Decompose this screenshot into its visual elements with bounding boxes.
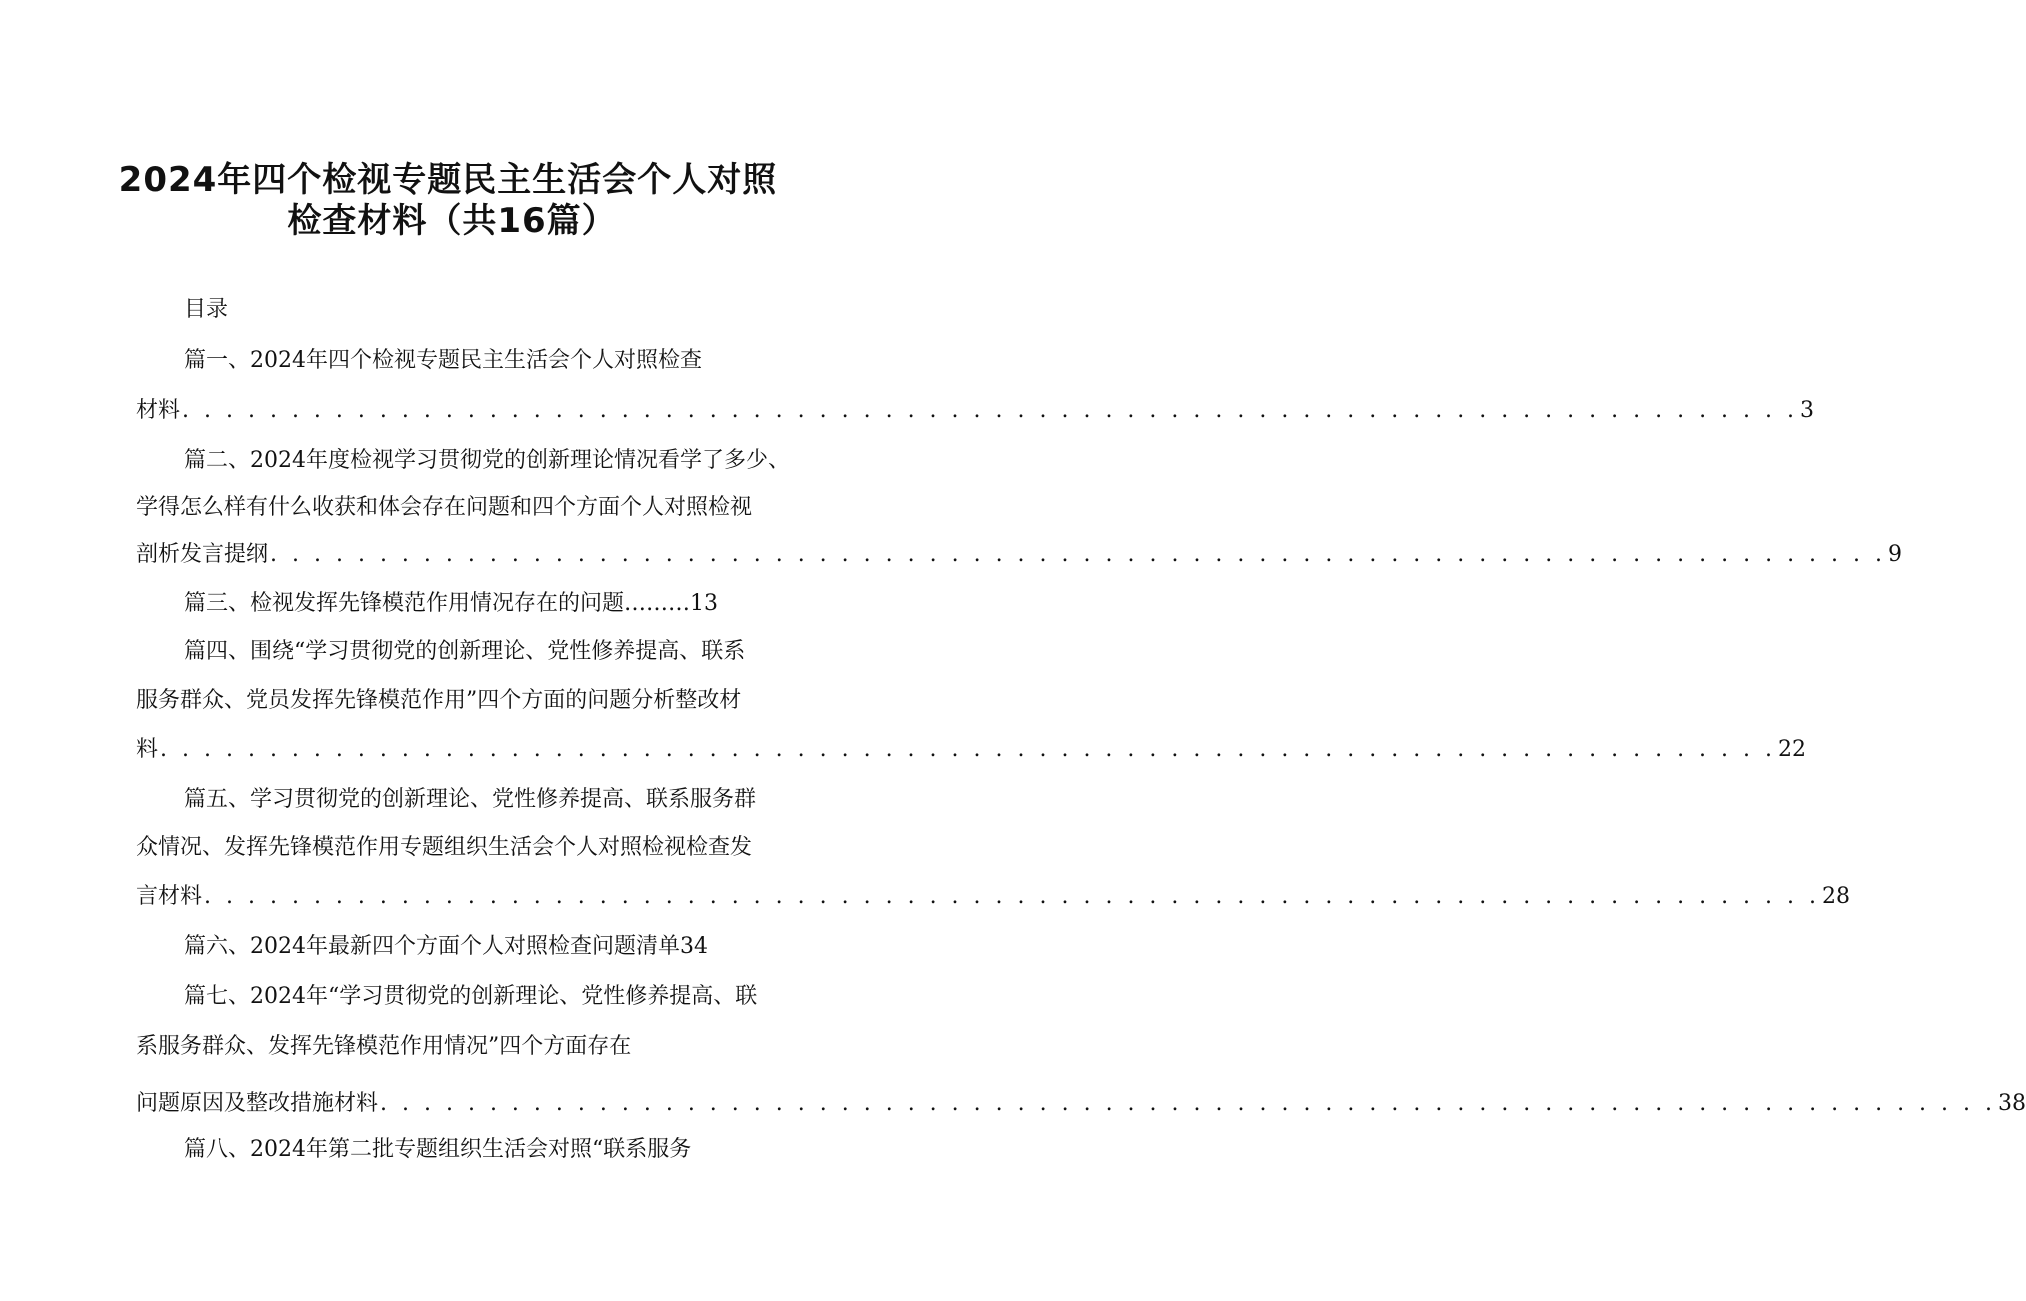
toc-heading: 目录 bbox=[184, 297, 229, 322]
toc-item-4-line-1: 篇四、围绕“学习贯彻党的创新理论、党性修养提高、联系 bbox=[184, 639, 746, 664]
toc-item-1-tail: 材料 bbox=[136, 398, 181, 423]
document-title-line-2: 检查材料（共16篇） bbox=[287, 201, 617, 241]
dot-leader: . . . . . . . . . . . . . . . . . . . . . . . . . . . . . . . . . . . . . . . . . . . . . . . . . . . . . . . . . . . . . . . . . . . . . . . . . . bbox=[380, 1091, 1997, 1116]
toc-item-2-leader bbox=[136, 541, 1903, 569]
toc-item-5-leader bbox=[136, 883, 1851, 911]
toc-item-5-line-2: 众情况、发挥先锋模范作用专题组织生活会个人对照检视检查发 bbox=[136, 835, 753, 860]
toc-item-3: 篇三、检视发挥先锋模范作用情况存在的问题………13 bbox=[184, 591, 718, 616]
toc-item-4-leader bbox=[136, 736, 1807, 764]
toc-item-2-page: 9 bbox=[1888, 542, 1903, 567]
toc-item-7-line-2: 系服务群众、发挥先锋模范作用情况”四个方面存在 bbox=[136, 1034, 632, 1059]
toc-item-5-line-1: 篇五、学习贯彻党的创新理论、党性修养提高、联系服务群 bbox=[184, 787, 757, 812]
toc-item-7-tail: 问题原因及整改措施材料 bbox=[136, 1091, 379, 1116]
dot-leader: . . . . . . . . . . . . . . . . . . . . . . . . . . . . . . . . . . . . . . . . . . . . . . . . . . . . . . . . . . . . . . . . . . . . . . . . . . bbox=[182, 398, 1799, 423]
dot-leader: . . . . . . . . . . . . . . . . . . . . . . . . . . . . . . . . . . . . . . . . . . . . . . . . . . . . . . . . . . . . . . . . . . . . . . . . . . bbox=[160, 737, 1777, 762]
toc-item-5-page: 28 bbox=[1822, 884, 1851, 909]
toc-item-7-line-1: 篇七、2024年“学习贯彻党的创新理论、党性修养提高、联 bbox=[184, 984, 758, 1009]
dot-leader: . . . . . . . . . . . . . . . . . . . . . . . . . . . . . . . . . . . . . . . . . . . . . . . . . . . . . . . . . . . . . . . . . . . . . . . . . . bbox=[204, 884, 1821, 909]
toc-item-2-line-2: 学得怎么样有什么收获和体会存在问题和四个方面个人对照检视 bbox=[136, 495, 753, 520]
toc-item-8-line-1: 篇八、2024年第二批专题组织生活会对照“联系服务 bbox=[184, 1137, 692, 1162]
toc-item-4-line-2: 服务群众、党员发挥先锋模范作用”四个方面的问题分析整改材 bbox=[136, 688, 742, 713]
toc-item-5-tail: 言材料 bbox=[136, 884, 203, 909]
toc-item-6: 篇六、2024年最新四个方面个人对照检查问题清单34 bbox=[184, 934, 708, 959]
document-title-line-1: 2024年四个检视专题民主生活会个人对照 bbox=[118, 160, 778, 200]
toc-item-2-line-1: 篇二、2024年度检视学习贯彻党的创新理论情况看学了多少、 bbox=[184, 448, 790, 473]
toc-item-4-page: 22 bbox=[1778, 737, 1807, 762]
toc-item-4-tail: 料 bbox=[136, 737, 159, 762]
toc-item-1-page: 3 bbox=[1800, 398, 1815, 423]
toc-item-7-leader bbox=[136, 1090, 2026, 1118]
toc-item-2-tail: 剖析发言提纲 bbox=[136, 542, 269, 567]
toc-item-1-leader bbox=[136, 397, 1815, 425]
toc-item-7-page: 38 bbox=[1998, 1091, 2026, 1116]
dot-leader: . . . . . . . . . . . . . . . . . . . . . . . . . . . . . . . . . . . . . . . . . . . . . . . . . . . . . . . . . . . . . . . . . . . . . . . . . . bbox=[270, 542, 1887, 567]
toc-item-1-line-1: 篇一、2024年四个检视专题民主生活会个人对照检查 bbox=[184, 348, 702, 373]
